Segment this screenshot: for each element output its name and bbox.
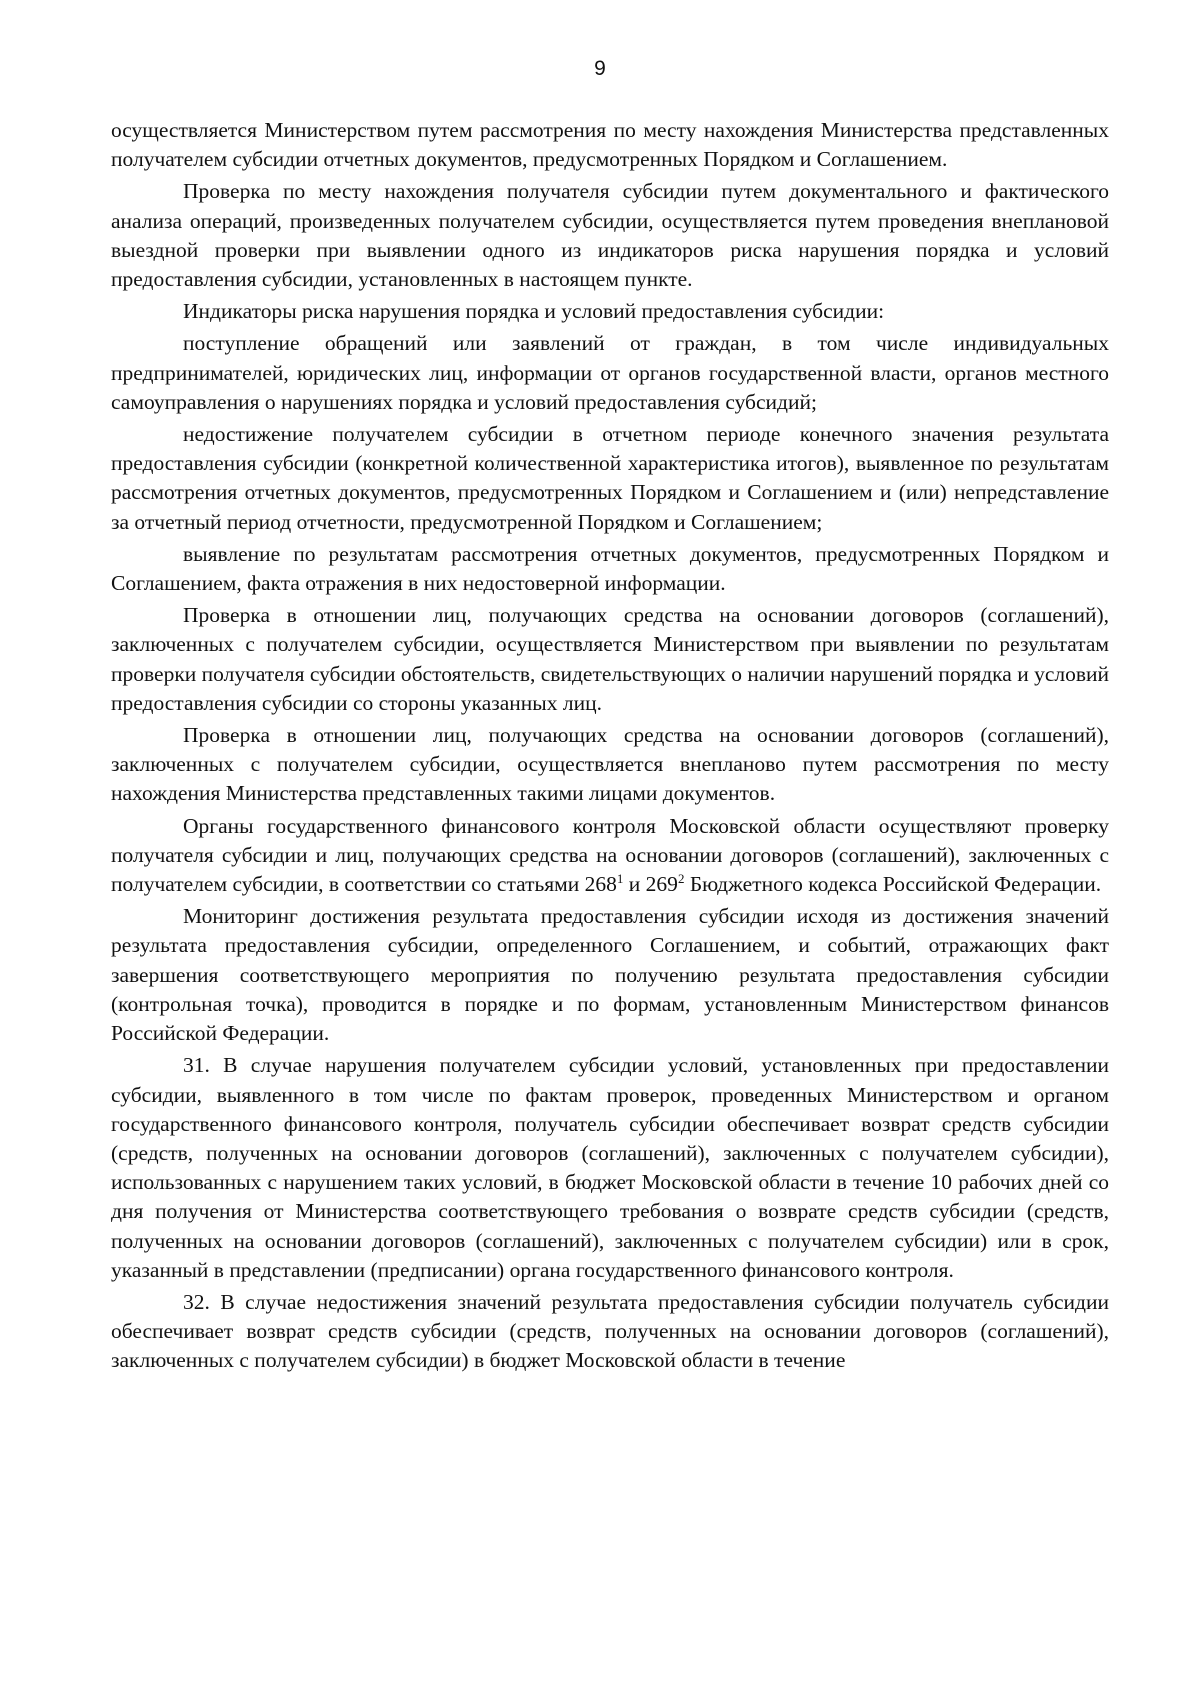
superscript-1: 1 <box>616 870 624 886</box>
paragraph-8: Проверка в отношении лиц, получающих средства на основании договоров (соглашений), заключенных с получателем субсидии, осуществляется внепланово путем рассмотрения по месту нахождения Министерства представленных такими лицами документов. <box>111 723 1109 806</box>
paragraph-9-text-mid: и 269 <box>623 872 678 897</box>
paragraph-5: недостижение получателем субсидии в отчетном периоде конечного значения результата предоставления субсидии (конкретной количественной характеристика итогов), выявленное по результатам рассмотрения отчетных документов, предусмотренных Порядком и Соглашением и (или) непредставление за отчетный период отчетности, предусмотренной Порядком и Соглашением; <box>111 422 1109 534</box>
page-number: 9 <box>594 57 606 80</box>
document-body <box>111 116 1109 1379</box>
paragraph-9-text-after: Бюджетного кодекса Российской Федерации. <box>684 872 1102 897</box>
paragraph-6: выявление по результатам рассмотрения отчетных документов, предусмотренных Порядком и Соглашением, факта отражения в них недостоверной информации. <box>111 541 1109 596</box>
paragraph-10: Мониторинг достижения результата предоставления субсидии исходя из достижения значений результата предоставления субсидии, определенного Соглашением, и событий, отражающих факт завершения соответствующего мероприятия по получению результата предоставления субсидии (контрольная точка), проводится в порядке и по формам, установленным Министерством финансов Российской Федерации. <box>111 904 1109 1046</box>
paragraph-3: Индикаторы риска нарушения порядка и условий предоставления субсидии: <box>183 299 885 324</box>
paragraph-12: 32. В случае недостижения значений результата предоставления субсидии получатель субсидии обеспечивает возврат средств субсидии (средств, полученных на основании договоров (соглашений), заключенных с получателем субсидии) в бюджет Московской области в течение <box>111 1289 1109 1373</box>
paragraph-1: осуществляется Министерством путем рассмотрения по месту нахождения Министерства представленных получателем субсидии отчетных документов, предусмотренных Порядком и Соглашением. <box>111 118 1109 172</box>
paragraph-9 <box>111 812 1109 900</box>
superscript-2: 2 <box>677 870 685 886</box>
paragraph-9-text-before: Органы государственного финансового контроля Московской области осуществляют проверку получателя субсидии и лиц, получающих средства на основании договоров (соглашений), заключенных с получателем субсидии, в соответствии со статьями 268 <box>111 813 1109 897</box>
paragraph-11: 31. В случае нарушения получателем субсидии условий, установленных при предоставлении субсидии, выявленного в том числе по фактам проверок, проведенных Министерством и органом государственного финансового контроля, получатель субсидии обеспечивает возврат средств субсидии (средств, полученных на основании договоров (соглашений), заключенных с получателем субсидии), использованных с нарушением таких условий, в бюджет Московской области в течение 10 рабочих дней со дня получения от Министерства соответствующего требования о возврате средств субсидии (средств, полученных на основании договоров (соглашений), заключенных с получателем субсидии) или в срок, указанный в представлении (предписании) органа государственного финансового контроля. <box>111 1053 1109 1282</box>
paragraph-7: Проверка в отношении лиц, получающих средства на основании договоров (соглашений), заключенных с получателем субсидии, осуществляется Министерством при выявлении по результатам проверки получателя субсидии обстоятельств, свидетельствующих о наличии нарушений порядка и условий предоставления субсидии со стороны указанных лиц. <box>111 603 1110 715</box>
paragraph-2: Проверка по месту нахождения получателя субсидии путем документального и фактического анализа операций, произведенных получателем субсидии, осуществляется путем проведения внеплановой выездной проверки при выявлении одного из индикаторов риска нарушения порядка и условий предоставления субсидии, установленных в настоящем пункте. <box>111 179 1109 292</box>
paragraph-4: поступление обращений или заявлений от граждан, в том числе индивидуальных предпринимателей, юридических лиц, информации от органов государственной власти, органов местного самоуправления о нарушениях порядка и условий предоставления субсидий; <box>111 331 1109 414</box>
